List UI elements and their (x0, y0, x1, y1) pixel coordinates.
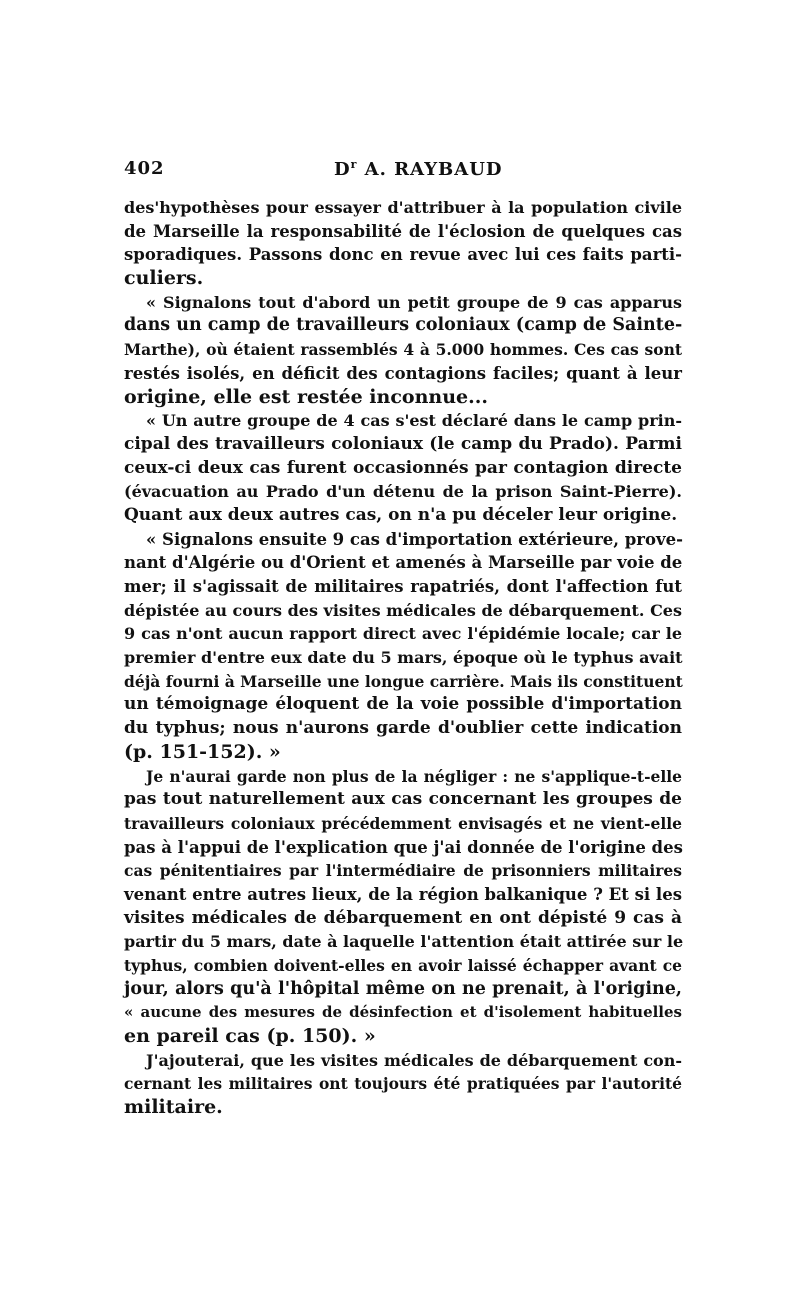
text-line: partir du 5 mars, date à laquelle l'attention était attirée sur le (124, 932, 684, 952)
text-line: ceux-ci deux cas furent occasionnés par contagion directe (124, 457, 682, 478)
text-line: typhus, combien doivent-elles en avoir laissé échapper avant ce (124, 956, 682, 975)
text-line: Quant aux deux autres cas, on n'a pu déceler leur origine. (124, 504, 678, 525)
running-head-sup: r (350, 158, 358, 171)
text-line: cipal des travailleurs coloniaux (le camp du Prado). Parmi (124, 433, 682, 454)
text-line: jour, alors qu'à l'hôpital même on ne prenait, à l'origine, (124, 978, 682, 999)
text-line: un témoignage éloquent de la voie possible d'importation (124, 694, 682, 715)
text-line: Marthe), où étaient rassemblés 4 à 5.000 hommes. Ces cas sont (124, 340, 682, 360)
text-line: (p. 151-152). » (124, 740, 281, 763)
page-number: 402 (124, 158, 165, 179)
text-line: visites médicales de débarquement en ont dépisté 9 cas à (124, 907, 682, 928)
text-line: restés isolés, en déficit des contagions faciles; quant à leur (124, 363, 682, 383)
text-line: « Un autre groupe de 4 cas s'est déclaré dans le camp prin- (146, 411, 682, 431)
text-line: J'ajouterai, que les visites médicales de débarquement con- (146, 1050, 682, 1070)
text-line: pas à l'appui de l'explication que j'ai donnée de l'origine des (124, 837, 683, 857)
text-line: sporadiques. Passons donc en revue avec lui ces faits parti- (124, 245, 682, 265)
text-line: (évacuation au Prado d'un détenu de la prison Saint-Pierre). (124, 482, 682, 502)
text-line: de Marseille la responsabilité de l'éclosion de quelques cas (124, 221, 682, 241)
text-line: militaire. (124, 1096, 223, 1119)
text-line: des'hypothèses pour essayer d'attribuer à la population civile (124, 198, 682, 217)
text-line: « Signalons tout d'abord un petit groupe de 9 cas apparus (146, 292, 682, 312)
running-head-name: A. RAYBAUD (357, 159, 503, 180)
text-line: Je n'aurai garde non plus de la négliger : ne s'applique-t-elle (146, 766, 682, 786)
page-header (124, 158, 682, 184)
text-line: mer; il s'agissait de militaires rapatriés, dont l'affection fut (124, 577, 682, 596)
body-text (124, 196, 682, 1120)
text-line: travailleurs coloniaux précédemment envisagés et ne vient-elle (124, 813, 682, 833)
text-line: dans un camp de travailleurs coloniaux (camp de Sainte- (124, 315, 683, 336)
text-line: nant d'Algérie ou d'Orient et amenés à Marseille par voie de (124, 553, 683, 573)
text-line: du typhus; nous n'aurons garde d'oublier cette indication (124, 718, 682, 739)
text-line: premier d'entre eux date du 5 mars, époque où le typhus avait (124, 648, 683, 668)
running-head-author (334, 158, 503, 180)
running-head-prefix: D (334, 159, 351, 180)
text-line: venant entre autres lieux, de la région balkanique ? Et si les (124, 884, 682, 904)
text-line: déjà fourni à Marseille une longue carrière. Mais ils constituent (124, 671, 683, 691)
text-line: « aucune des mesures de désinfection et d'isolement habituelles (124, 1003, 682, 1022)
text-line: dépistée au cours des visites médicales de débarquement. Ces (124, 600, 682, 620)
text-line: cernant les militaires ont toujours été pratiquées par l'autorité (124, 1074, 682, 1094)
text-line: « Signalons ensuite 9 cas d'importation extérieure, prove- (146, 529, 683, 549)
text-line: culiers. (124, 267, 204, 290)
text-line: cas pénitentiaires par l'intermédiaire de prisonniers militaires (124, 861, 682, 881)
text-line: 9 cas n'ont aucun rapport direct avec l'épidémie locale; car le (124, 624, 682, 644)
text-line: en pareil cas (p. 150). » (124, 1025, 376, 1048)
text-line: pas tout naturellement aux cas concernant les groupes de (124, 789, 682, 810)
text-line: origine, elle est restée inconnue... (124, 385, 488, 408)
